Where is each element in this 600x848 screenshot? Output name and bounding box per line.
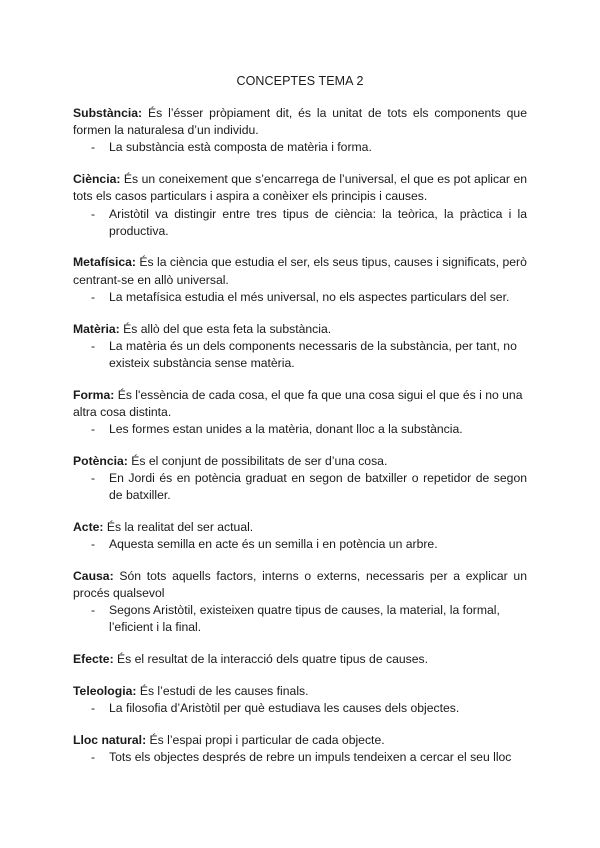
- concept-term: Lloc natural:: [73, 732, 147, 747]
- concept-entry: [73, 453, 527, 505]
- concept-entry: [73, 568, 527, 637]
- concept-term: Metafísica:: [73, 255, 136, 270]
- bullet-list: [73, 421, 527, 438]
- bullet-list: [73, 602, 527, 636]
- bullet-text: Aquesta semilla en acte és un semilla i en potència un arbre.: [109, 537, 438, 552]
- concept-entry: [73, 171, 527, 240]
- definition-text: És l’estudi de les causes finals.: [136, 683, 309, 698]
- dash-marker: -: [91, 749, 96, 764]
- concept-definition: [73, 171, 527, 205]
- concept-term: Matèria:: [73, 321, 120, 336]
- concept-term: Substància:: [73, 106, 143, 120]
- concept-entry: [73, 519, 527, 553]
- bullet-text: Tots els objectes després de rebre un impuls tendeixen a cercar el seu lloc: [109, 749, 512, 764]
- definition-text: És el conjunt de possibilitats de ser d’una cosa.: [127, 453, 388, 468]
- concept-definition: [73, 105, 527, 139]
- bullet-list: [73, 338, 527, 372]
- concept-entry: [73, 683, 527, 717]
- definition-text: Són tots aquells factors, interns o externs, necessaris per a explicar un procés qualsevol: [73, 568, 527, 600]
- concept-definition: [73, 453, 527, 470]
- definition-text: És la ciència que estudia el ser, els seus tipus, causes i significats, però centrant-se en allò universal.: [73, 255, 527, 287]
- concept-term: Potència:: [73, 453, 128, 468]
- definition-text: És allò del que esta feta la substància.: [119, 321, 332, 336]
- definition-text: És la realitat del ser actual.: [103, 519, 254, 534]
- bullet-text: Aristòtil va distingir entre tres tipus de ciència: la teòrica, la pràctica i la productiva.: [109, 206, 527, 238]
- bullet-list: [73, 749, 527, 766]
- bullet-list: [73, 536, 527, 553]
- concept-term: Forma:: [73, 387, 115, 402]
- bullet-list: [73, 470, 527, 504]
- dash-marker: -: [91, 206, 96, 221]
- bullet-item: [73, 206, 527, 240]
- concept-term: Teleologia:: [73, 683, 137, 698]
- definition-text: És l’espai propi i particular de cada objecte.: [146, 732, 385, 747]
- bullet-item: [73, 536, 527, 553]
- concept-entry: [73, 651, 527, 668]
- dash-marker: -: [91, 603, 96, 618]
- concept-definition: [73, 519, 527, 536]
- document-body: [73, 105, 527, 781]
- concept-term: Efecte:: [73, 652, 114, 667]
- bullet-item: [73, 289, 527, 306]
- bullet-text: En Jordi és en potència graduat en segon de batxiller o repetidor de segon de batxiller.: [109, 470, 527, 503]
- bullet-item: [73, 139, 527, 156]
- bullet-list: [73, 206, 527, 240]
- bullet-item: [73, 700, 527, 717]
- definition-text: És l'essència de cada cosa, el que fa que una cosa sigui el que és i no una altra cosa distinta.: [73, 387, 523, 419]
- bullet-text: La substància està composta de matèria i forma.: [109, 140, 372, 155]
- dash-marker: -: [91, 537, 96, 552]
- concept-entry: [73, 387, 527, 439]
- concept-definition: [73, 683, 527, 700]
- concept-term: Ciència:: [73, 172, 121, 187]
- dash-marker: -: [91, 338, 96, 353]
- dash-marker: -: [91, 289, 96, 304]
- concept-definition: [73, 254, 527, 288]
- bullet-list: [73, 700, 527, 717]
- concept-definition: [73, 651, 527, 668]
- definition-text: És l’ésser pròpiament dit, és la unitat de tots els components que formen la naturalesa d’un individu.: [73, 106, 527, 138]
- bullet-text: Les formes estan unides a la matèria, donant lloc a la substància.: [109, 422, 463, 437]
- bullet-text: La metafísica estudia el més universal, no els aspectes particulars del ser.: [109, 289, 510, 304]
- concept-term: Causa:: [73, 568, 114, 583]
- concept-entry: [73, 321, 527, 373]
- concept-entry: [73, 732, 527, 766]
- bullet-text: La filosofia d’Aristòtil per què estudiava les causes dels objectes.: [109, 700, 460, 715]
- bullet-text: La matèria és un dels components necessaris de la substància, per tant, no existeix substància sense matèria.: [109, 338, 517, 370]
- dash-marker: -: [91, 470, 96, 485]
- bullet-item: [73, 470, 527, 504]
- concept-term: Acte:: [73, 519, 104, 534]
- bullet-item: [73, 338, 527, 372]
- page-title: CONCEPTES TEMA 2: [236, 74, 364, 88]
- concept-definition: [73, 387, 527, 421]
- bullet-text: Segons Aristòtil, existeixen quatre tipus de causes, la material, la formal, l’eficient i la final.: [109, 603, 500, 635]
- bullet-list: [73, 289, 527, 306]
- concept-definition: [73, 321, 527, 338]
- definition-text: És un coneixement que s’encarrega de l’universal, el que es pot aplicar en tots els casos particulars i aspira a conèixer els principis i causes.: [73, 172, 527, 204]
- dash-marker: -: [91, 422, 96, 437]
- bullet-item: [73, 602, 527, 636]
- concept-entry: [73, 254, 527, 306]
- concept-definition: [73, 732, 527, 749]
- bullet-item: [73, 421, 527, 438]
- dash-marker: -: [91, 700, 96, 715]
- concept-entry: [73, 105, 527, 157]
- dash-marker: -: [91, 140, 96, 155]
- bullet-list: [73, 139, 527, 156]
- bullet-item: [73, 749, 527, 766]
- definition-text: És el resultat de la interacció dels quatre tipus de causes.: [113, 652, 428, 667]
- concept-definition: [73, 568, 527, 602]
